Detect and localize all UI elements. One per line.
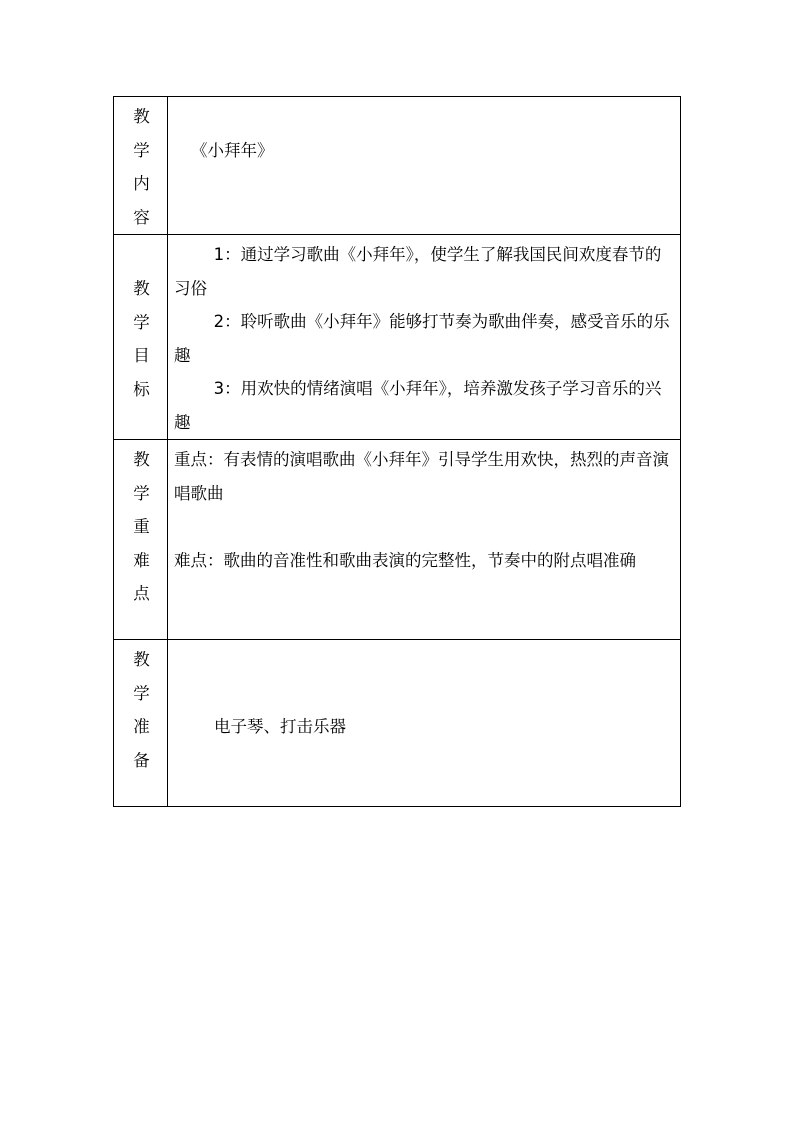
song-title: 《小拜年》: [191, 141, 274, 160]
label-char: 教: [133, 107, 150, 126]
label-char: 学: [133, 483, 150, 503]
content-teaching-goals: [168, 235, 681, 440]
label-teaching-preparation: [114, 640, 168, 807]
label-char: 学: [133, 312, 150, 332]
label-char: 教: [133, 450, 150, 469]
label-char: 难: [133, 550, 150, 570]
row-teaching-goals: [114, 235, 681, 440]
goal-item: 3：用欢快的情绪演唱《小拜年》，培养激发孩子学习音乐的兴趣: [174, 379, 662, 432]
label-char: 教: [133, 279, 150, 298]
label-char: 学: [133, 683, 150, 703]
label-teaching-goals: [114, 235, 168, 440]
label-char: 点: [133, 584, 150, 603]
goal-item: 2：聆听歌曲《小拜年》能够打节奏为歌曲伴奏，感受音乐的乐趣: [174, 312, 670, 365]
label-char: 学: [133, 140, 150, 160]
content-teaching-content: [168, 97, 681, 235]
row-teaching-content: [114, 97, 681, 235]
row-teaching-preparation: [114, 640, 681, 807]
label-char: 准: [133, 717, 150, 736]
label-char: 备: [133, 750, 150, 770]
content-teaching-preparation: [168, 640, 681, 807]
row-key-difficult-points: [114, 440, 681, 640]
label-char: 标: [133, 379, 150, 399]
paragraph-gap: [174, 510, 674, 544]
preparation-text: 电子琴、打击乐器: [214, 717, 346, 736]
difficult-point-text: 难点：歌曲的音准性和歌曲表演的完整性，节奏中的附点唱准确: [174, 550, 636, 570]
label-char: 重: [133, 517, 150, 536]
label-key-difficult-points: [114, 440, 168, 640]
label-teaching-content: [114, 97, 168, 235]
key-point-text: 重点：有表情的演唱歌曲《小拜年》引导学生用欢快，热烈的声音演唱歌曲: [174, 450, 669, 503]
label-char: 目: [133, 346, 150, 365]
label-char: 内: [133, 174, 150, 193]
lesson-plan-table: [113, 96, 681, 807]
label-char: 教: [133, 650, 150, 669]
label-char: 容: [133, 207, 150, 227]
content-key-difficult-points: [168, 440, 681, 640]
goal-item: 1：通过学习歌曲《小拜年》，使学生了解我国民间欢度春节的习俗: [174, 245, 662, 298]
